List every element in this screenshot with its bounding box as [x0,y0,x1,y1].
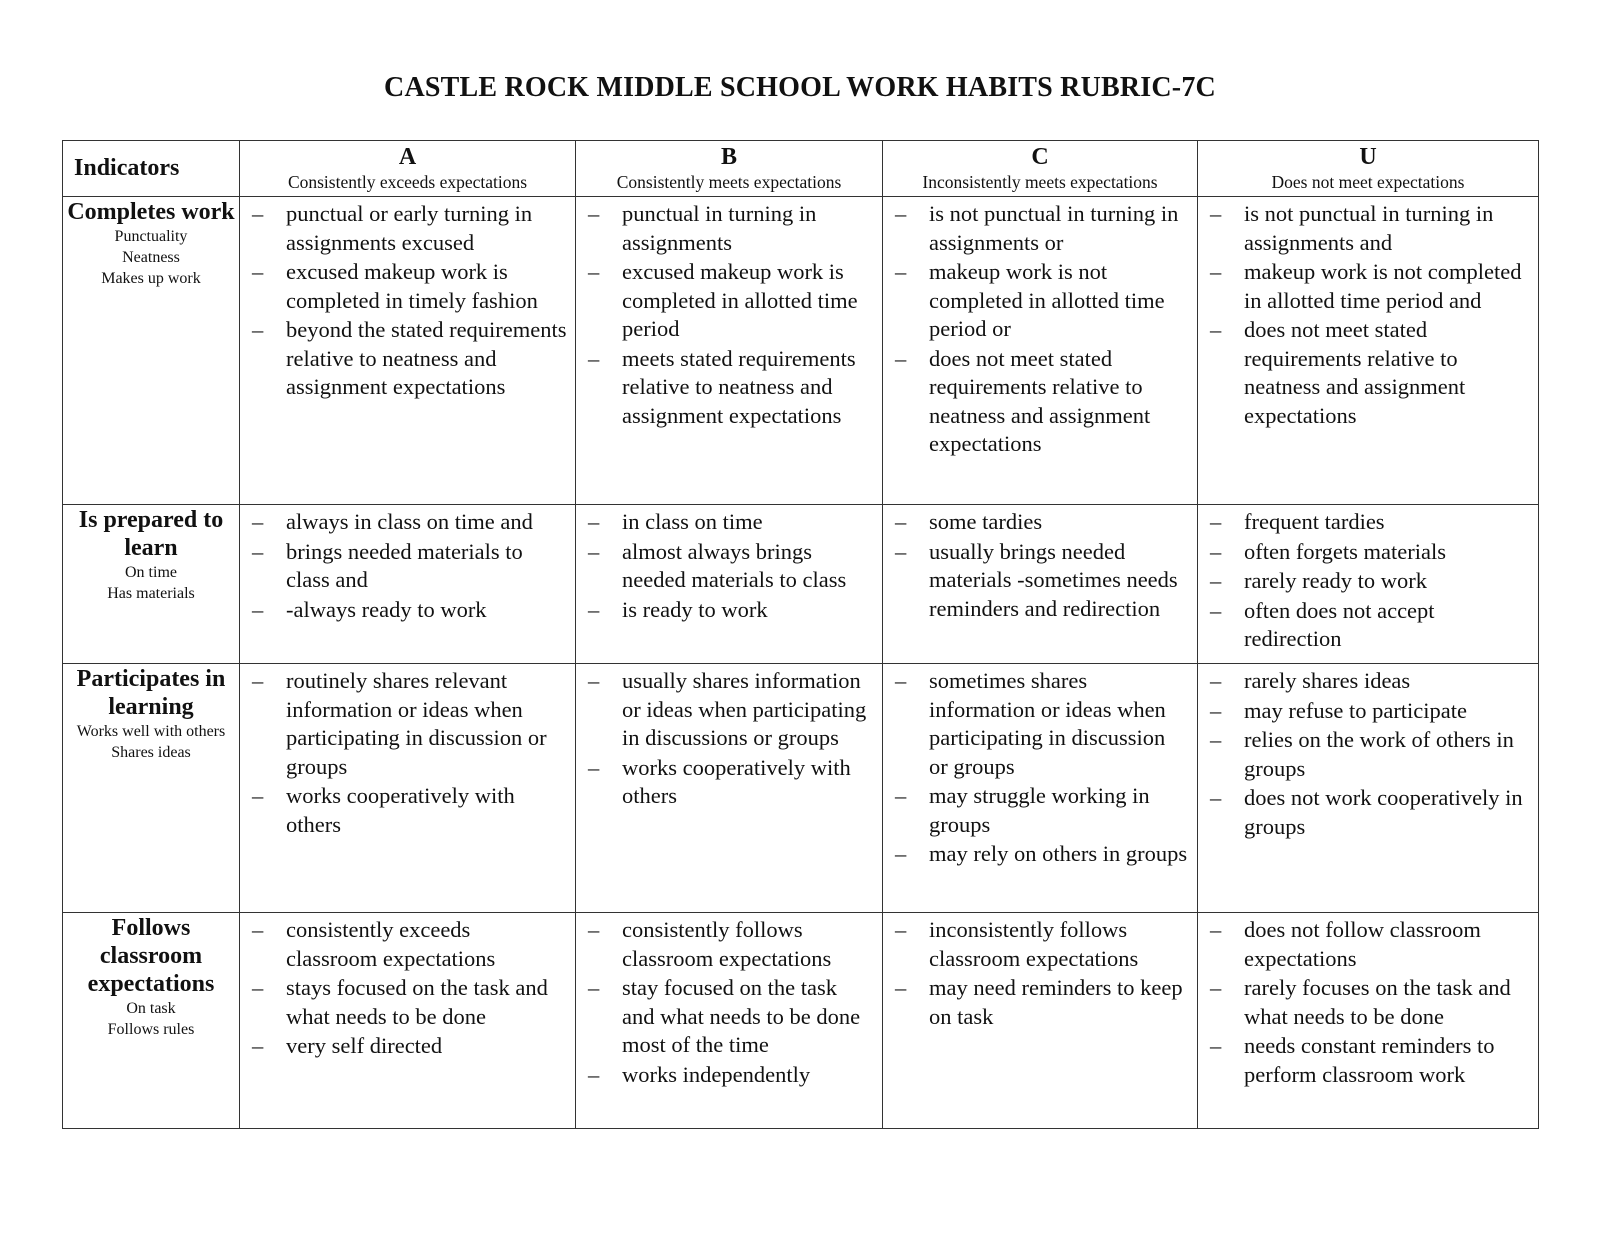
rubric-table [62,140,1539,1129]
criteria-item: – punctual or early turning in assignments excused [248,200,567,257]
criteria-list [576,664,882,811]
criteria-list [883,197,1197,459]
criteria-item: – makeup work is not completed in allotted time period and [1206,258,1530,315]
rubric-cell [240,197,576,505]
grade-header-a [240,141,576,197]
rubric-cell [1198,664,1539,913]
criteria-item: – always in class on time and [248,508,567,537]
criteria-item: – stay focused on the task and what needs to be done most of the time [584,974,874,1060]
document-title: CASTLE ROCK MIDDLE SCHOOL WORK HABITS RUBRIC-7C [384,72,1216,103]
criteria-list [1198,197,1538,430]
criteria-item: – needs constant reminders to perform classroom work [1206,1032,1530,1089]
criteria-item: – routinely shares relevant information or ideas when participating in discussion or groups [248,667,567,781]
rubric-cell [576,664,883,913]
indicator-cell [63,664,240,913]
rubric-body [63,197,1539,1129]
criteria-item: – beyond the stated requirements relative to neatness and assignment expectations [248,316,567,402]
rubric-cell [1198,913,1539,1129]
grade-letter: B [720,144,737,170]
criteria-item: – does not meet stated requirements relative to neatness and assignment expectations [891,345,1189,459]
criteria-item: – rarely shares ideas [1206,667,1530,696]
rubric-header-row [63,141,1539,197]
criteria-item: – excused makeup work is completed in timely fashion [248,258,567,315]
criteria-item: – is ready to work [584,596,874,625]
criteria-item: – very self directed [248,1032,567,1061]
indicators-header: Indicators [63,141,240,197]
indicator-subitem: Neatness [122,249,180,266]
criteria-list [1198,913,1538,1089]
grade-description: Does not meet expectations [1271,172,1465,192]
criteria-item: – consistently exceeds classroom expectations [248,916,567,973]
criteria-item: – often forgets materials [1206,538,1530,567]
indicator-cell [63,505,240,664]
criteria-item: – often does not accept redirection [1206,597,1530,654]
criteria-item: – -always ready to work [248,596,567,625]
criteria-item: – some tardies [891,508,1189,537]
criteria-item: – almost always brings needed materials to class [584,538,874,595]
rubric-cell [883,913,1198,1129]
indicator-subitem: Shares ideas [111,744,191,761]
criteria-item: – is not punctual in turning in assignments and [1206,200,1530,257]
criteria-item: – punctual in turning in assignments [584,200,874,257]
rubric-cell [1198,505,1539,664]
criteria-item: – may need reminders to keep on task [891,974,1189,1031]
criteria-item: – meets stated requirements relative to neatness and assignment expectations [584,345,874,431]
indicator-subitem: On time [125,564,177,581]
criteria-list [1198,664,1538,841]
criteria-item: – does not follow classroom expectations [1206,916,1530,973]
criteria-list [1198,505,1538,654]
criteria-item: – relies on the work of others in groups [1206,726,1530,783]
grade-description: Inconsistently meets expectations [922,172,1158,192]
indicator-cell [63,913,240,1129]
criteria-item: – frequent tardies [1206,508,1530,537]
rubric-cell [576,197,883,505]
indicator-title: Participates in learning [76,666,226,720]
rubric-cell [883,505,1198,664]
criteria-list [883,664,1197,869]
grade-letter: A [398,144,417,170]
criteria-item: – makeup work is not completed in allotted time period or [891,258,1189,344]
rubric-row [63,505,1539,664]
grade-letter: C [1031,144,1049,170]
criteria-item: – rarely ready to work [1206,567,1530,596]
criteria-list [240,197,575,402]
criteria-item: – inconsistently follows classroom expectations [891,916,1189,973]
criteria-list [883,505,1197,623]
rubric-cell [576,913,883,1129]
indicator-title: Follows classroom expectations [87,915,215,997]
criteria-list [240,913,575,1061]
criteria-item: – may rely on others in groups [891,840,1189,869]
rubric-row [63,664,1539,913]
criteria-item: – may struggle working in groups [891,782,1189,839]
grade-header-b [576,141,883,197]
rubric-cell [883,197,1198,505]
grade-header-u [1198,141,1539,197]
criteria-list [576,505,882,624]
indicator-subitem: Works well with others [76,723,226,740]
criteria-item: – stays focused on the task and what needs to be done [248,974,567,1031]
criteria-list [240,505,575,624]
indicator-subitem: Follows rules [107,1021,195,1038]
grade-header-c [883,141,1198,197]
criteria-item: – works cooperatively with others [584,754,874,811]
criteria-item: – usually shares information or ideas when participating in discussions or groups [584,667,874,753]
grade-letter: U [1359,144,1377,170]
criteria-item: – rarely focuses on the task and what needs to be done [1206,974,1530,1031]
indicator-subitem: On task [126,1000,176,1017]
criteria-item: – does not meet stated requirements relative to neatness and assignment expectations [1206,316,1530,430]
criteria-item: – in class on time [584,508,874,537]
criteria-item: – usually brings needed materials -sometimes needs reminders and redirection [891,538,1189,624]
grade-description: Consistently exceeds expectations [287,172,528,192]
criteria-item: – works independently [584,1061,874,1090]
indicator-subitem: Makes up work [101,270,201,287]
criteria-item: – consistently follows classroom expectations [584,916,874,973]
criteria-item: – is not punctual in turning in assignments or [891,200,1189,257]
indicator-subitem: Punctuality [114,228,188,245]
indicator-cell [63,197,240,505]
criteria-item: – sometimes shares information or ideas when participating in discussion or groups [891,667,1189,781]
grade-description: Consistently meets expectations [616,172,842,192]
criteria-item: – works cooperatively with others [248,782,567,839]
rubric-cell [240,913,576,1129]
criteria-item: – brings needed materials to class and [248,538,567,595]
rubric-row [63,197,1539,505]
rubric-cell [883,664,1198,913]
criteria-list [240,664,575,839]
indicator-title: Completes work [67,199,235,225]
rubric-cell [576,505,883,664]
rubric-row [63,913,1539,1129]
criteria-item: – does not work cooperatively in groups [1206,784,1530,841]
criteria-item: – excused makeup work is completed in allotted time period [584,258,874,344]
criteria-list [883,913,1197,1031]
criteria-list [576,197,882,430]
rubric-cell [240,505,576,664]
indicator-title: Is prepared to learn [78,507,224,561]
criteria-list [576,913,882,1089]
rubric-cell [1198,197,1539,505]
criteria-item: – may refuse to participate [1206,697,1530,726]
indicator-subitem: Has materials [107,585,195,602]
rubric-cell [240,664,576,913]
